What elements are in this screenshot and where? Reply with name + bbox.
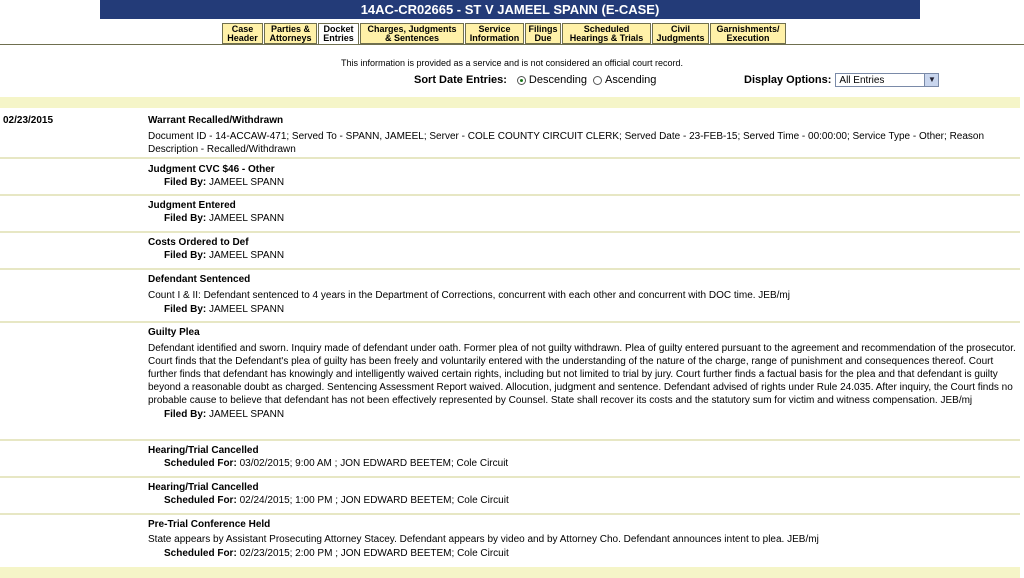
disclaimer-text: This information is provided as a service and is not considered an official court record. (340, 58, 683, 68)
entry-title: Pre-Trial Conference Held (148, 519, 271, 530)
entry-divider (0, 231, 1020, 233)
chevron-down-icon[interactable]: ▼ (924, 74, 938, 86)
tab-filings-due[interactable]: Filings Due (525, 23, 561, 44)
sort-controls (414, 74, 656, 86)
entry-divider (0, 476, 1020, 478)
table-top-band (0, 97, 1020, 108)
entry-divider (0, 439, 1020, 441)
docket-entry (148, 519, 1016, 559)
radio-descending-icon[interactable] (517, 76, 526, 85)
tab-civil-judgments[interactable]: Civil Judgments (652, 23, 709, 44)
entry-filed: Filed By: JAMEEL SPANN (164, 250, 285, 261)
entry-description: Defendant identified and sworn. Inquiry made of defendant under oath. Former plea of not guilty withdrawn. Plea of guilty entered pursuant to the agreement and recommendation of the prosecutor. Court finds that the Defendant's plea of guilty has been freely and voluntarily entered with the understanding of the nature of the charge, range of punishment and consequences thereof. Court further finds that defendant has knowingly and intelligently waived certain rights, including but not limited to trial by jury. Court further finds a factual basis for the plea and that defendant is guilty beyond a reasonable doubt as charged. Sentencing Assessment Report waived. Allocution, judgment and sentence. Defendant advised of rights under Rule 24.035. After inquiry, the Court finds no probable cause to believe that defendant has not been effectively represented by Counsel. State shall recover its costs and the statutory sum for victim and witness compensation. JEB/mj (148, 343, 1016, 406)
page-title: 14AC-CR02665 - ST V JAMEEL SPANN (E-CASE) (100, 0, 920, 19)
tab-garnishments-execution[interactable]: Garnishments/ Execution (710, 23, 786, 44)
entry-title: Guilty Plea (148, 327, 200, 338)
tab-bar (222, 23, 787, 45)
tab-divider (0, 44, 1024, 45)
tab-scheduled-hearings[interactable]: Scheduled Hearings & Trials (562, 23, 651, 44)
tab-charges-judgments[interactable]: Charges, Judgments & Sentences (360, 23, 464, 44)
entry-title: Costs Ordered to Def (148, 237, 249, 248)
entry-filed: Filed By: JAMEEL SPANN (164, 304, 285, 315)
entry-divider (0, 513, 1020, 515)
entry-filed: Scheduled For: 03/02/2015; 9:00 AM ; JON EDWARD BEETEM; Cole Circuit (164, 458, 509, 469)
entry-title: Hearing/Trial Cancelled (148, 445, 259, 456)
entry-divider (0, 194, 1020, 196)
entry-description: Count I & II: Defendant sentenced to 4 years in the Department of Corrections, concurrent with each other and concurrent with DOC time. JEB/mj (148, 290, 790, 301)
entry-filed: Filed By: JAMEEL SPANN (164, 213, 285, 224)
entry-title: Judgment CVC $46 - Other (148, 164, 275, 175)
docket-date: 02/23/2015 (3, 115, 54, 126)
radio-ascending-label[interactable]: Ascending (605, 74, 657, 86)
tab-case-header[interactable]: Case Header (222, 23, 263, 44)
entry-title: Hearing/Trial Cancelled (148, 482, 259, 493)
docket-entry (148, 482, 1016, 506)
entry-filed: Scheduled For: 02/24/2015; 1:00 PM ; JON EDWARD BEETEM; Cole Circuit (164, 495, 509, 506)
entry-filed: Filed By: JAMEEL SPANN (164, 177, 285, 188)
entry-filed: Filed By: JAMEEL SPANN (164, 409, 285, 420)
entry-title: Warrant Recalled/Withdrawn (148, 115, 284, 126)
display-options-select[interactable]: All Entries ▼ (835, 73, 939, 87)
docket-entry (148, 164, 1016, 188)
docket-entry (148, 115, 1016, 156)
table-bottom-band (0, 567, 1020, 578)
entry-filed: Scheduled For: 02/23/2015; 2:00 PM ; JON EDWARD BEETEM; Cole Circuit (164, 548, 509, 559)
sort-label: Sort Date Entries: (414, 74, 507, 86)
entry-description: State appears by Assistant Prosecuting Attorney Stacey. Defendant appears by video and by Attorney Cho. Defendant announces intent to plea. JEB/mj (148, 534, 819, 545)
docket-entry (148, 274, 1016, 315)
docket-entry (148, 445, 1016, 469)
display-options (744, 73, 939, 87)
entry-title: Judgment Entered (148, 200, 236, 211)
entry-divider (0, 157, 1020, 159)
docket-entry (148, 327, 1016, 420)
tab-parties-attorneys[interactable]: Parties & Attorneys (264, 23, 317, 44)
display-options-label: Display Options: (744, 74, 832, 86)
radio-descending-label[interactable]: Descending (528, 74, 588, 86)
docket-entry (148, 200, 1016, 224)
radio-ascending-icon[interactable] (593, 76, 602, 85)
entry-divider (0, 321, 1020, 323)
entry-title: Defendant Sentenced (148, 274, 251, 285)
tab-service-information[interactable]: Service Information (465, 23, 524, 44)
tab-docket-entries[interactable]: Docket Entries (318, 23, 359, 45)
docket-entry (148, 237, 1016, 261)
entry-description: Document ID - 14-ACCAW-471; Served To - SPANN, JAMEEL; Server - COLE COUNTY CIRCUIT CLERK; Served Date - 23-FEB-15; Served Time - 00:00:00; Service Type - Other; Reason Description - Recalled/Withdrawn (148, 131, 985, 155)
entry-divider (0, 268, 1020, 270)
